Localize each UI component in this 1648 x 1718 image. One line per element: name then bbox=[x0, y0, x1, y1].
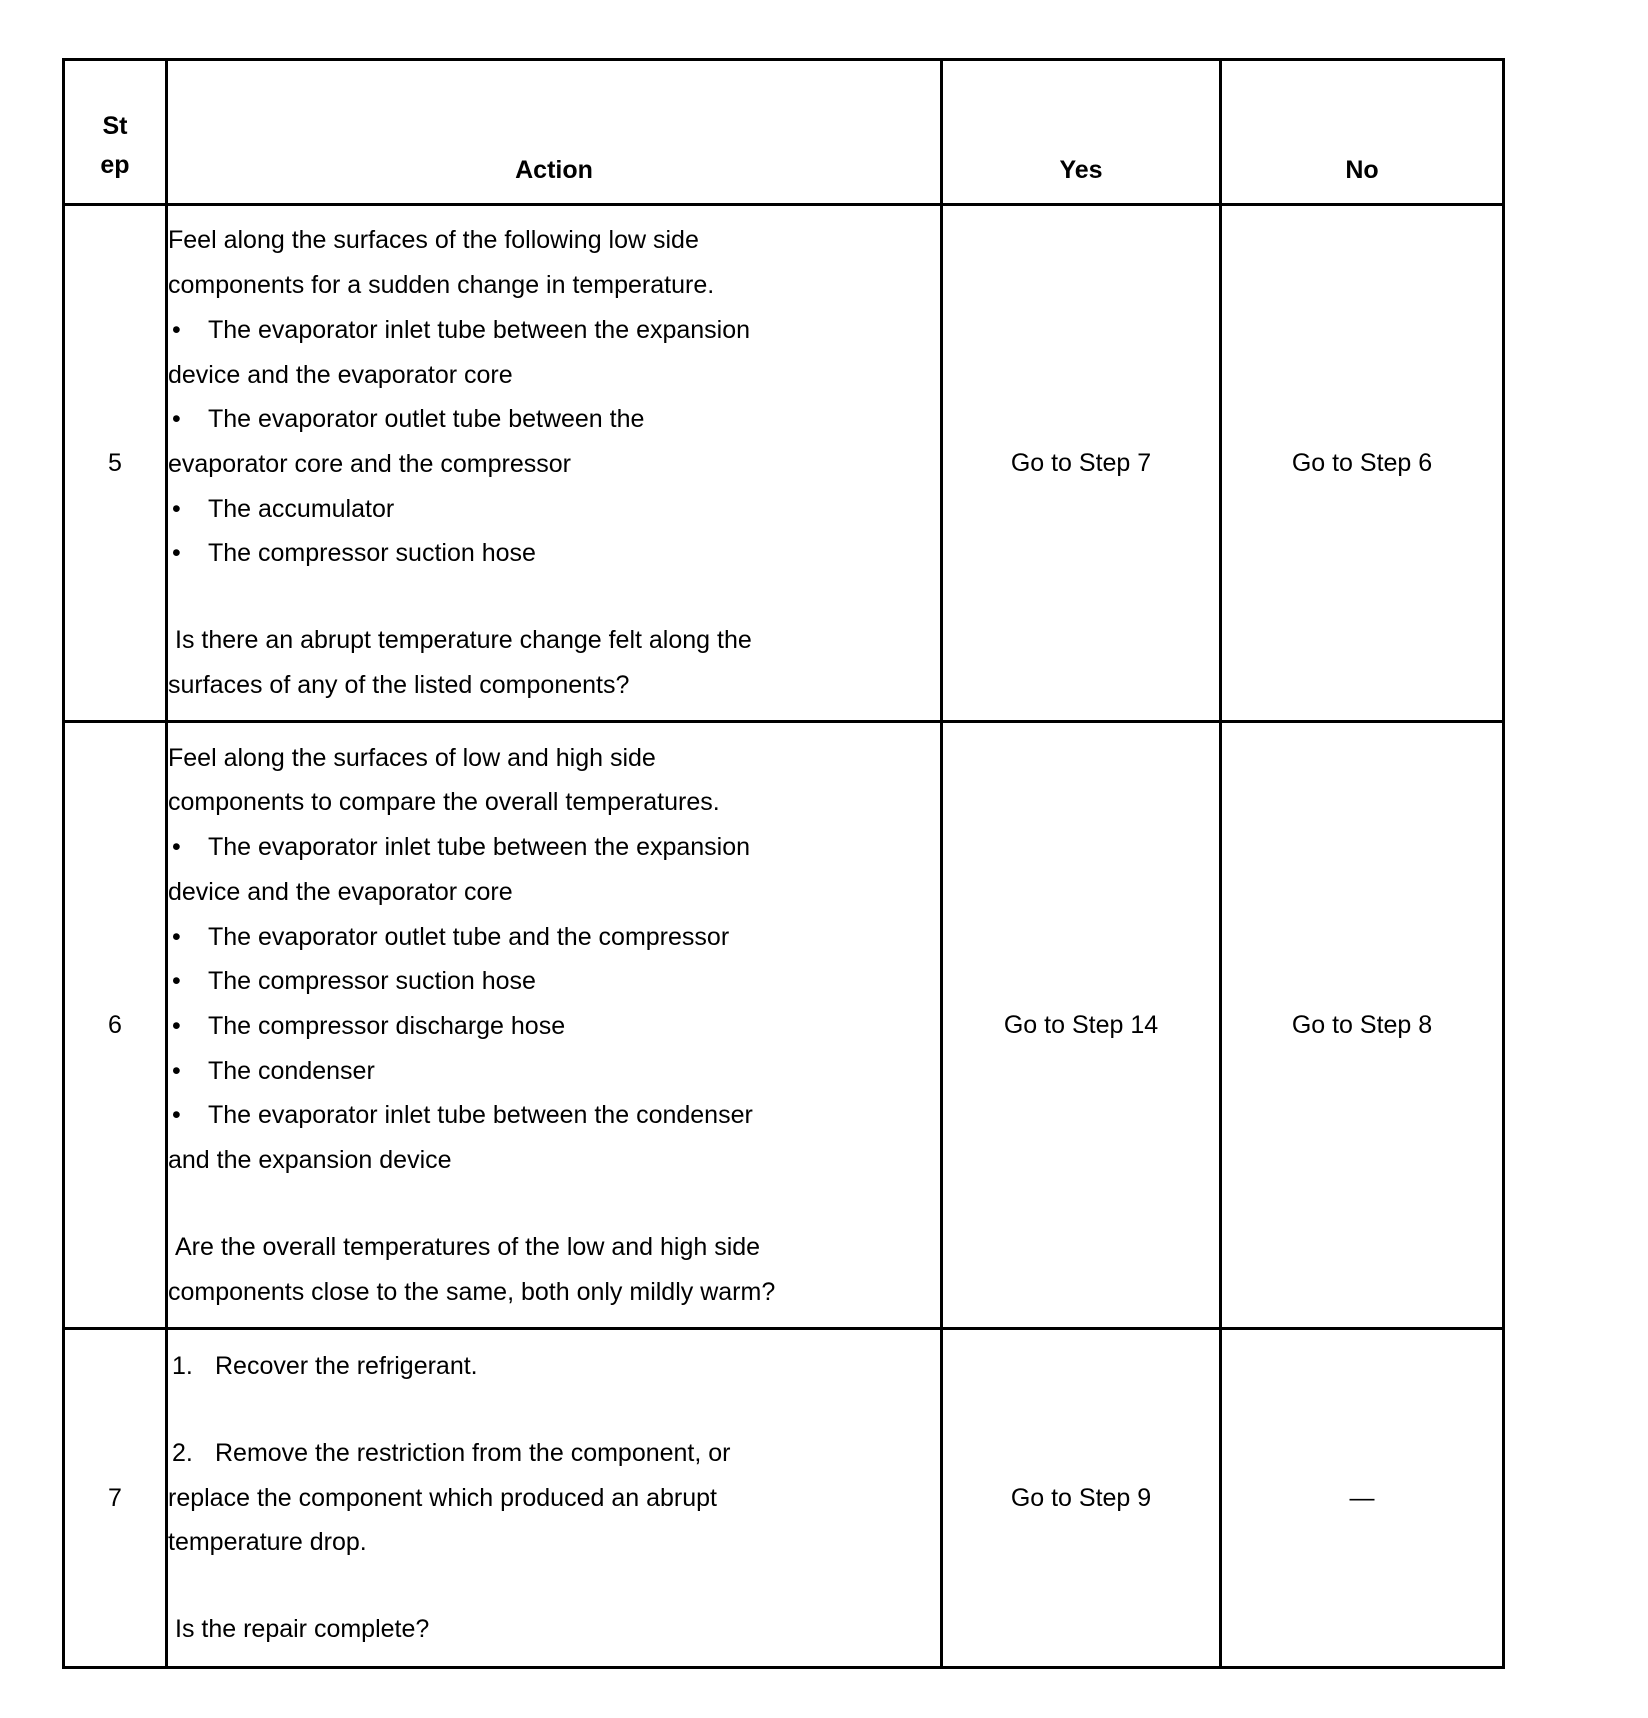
action-cell: 1. Recover the refrigerant. 2. Remove the restriction from the component, or replace the component which produced an abrupt temperature drop. Is the repair complete? bbox=[167, 1329, 942, 1668]
list-item: • The compressor suction hose bbox=[172, 967, 536, 996]
table-row bbox=[64, 205, 1504, 722]
list-item: • The condenser bbox=[172, 1056, 375, 1085]
step-number: 6 bbox=[64, 722, 167, 1329]
list-item: • The accumulator bbox=[172, 494, 395, 523]
diagnostic-table bbox=[62, 58, 1505, 1669]
list-item: • The evaporator outlet tube and the compressor bbox=[172, 922, 730, 951]
action-cell: Feel along the surfaces of the following low side components for a sudden change in temperature. • The evaporator inlet tube between the expansion device and the evaporator core • The evaporator outlet tube between the evaporator core and the compressor • The accumulator • The compressor suction hose Is there an abrupt temperature change felt along the surfaces of any of the listed components? bbox=[167, 205, 942, 722]
numbered-item: 1. Recover the refrigerant. bbox=[172, 1352, 478, 1381]
header-row bbox=[64, 60, 1504, 205]
list-item: • The compressor suction hose bbox=[172, 539, 536, 568]
list-item: • The evaporator inlet tube between the expansion bbox=[172, 315, 751, 344]
question-text: Are the overall temperatures of the low and high side bbox=[175, 1232, 761, 1261]
yes-result: Go to Step 7 bbox=[942, 205, 1221, 722]
list-item: • The evaporator outlet tube between the bbox=[172, 405, 645, 434]
numbered-item: 2. Remove the restriction from the component, or bbox=[172, 1438, 731, 1467]
list-item: • The evaporator inlet tube between the expansion bbox=[172, 833, 751, 862]
no-result: Go to Step 6 bbox=[1221, 205, 1504, 722]
step-number: 5 bbox=[64, 205, 167, 722]
header-step: St ep bbox=[64, 60, 167, 205]
no-result: Go to Step 8 bbox=[1221, 722, 1504, 1329]
table-row bbox=[64, 1329, 1504, 1668]
yes-result: Go to Step 9 bbox=[942, 1329, 1221, 1668]
step-number: 7 bbox=[64, 1329, 167, 1668]
question-text: Is there an abrupt temperature change felt along the bbox=[175, 626, 752, 655]
list-item: • The evaporator inlet tube between the condenser bbox=[172, 1101, 753, 1130]
table-row bbox=[64, 722, 1504, 1329]
action-cell: Feel along the surfaces of low and high side components to compare the overall temperatures. • The evaporator inlet tube between the expansion device and the evaporator core • The evaporator outlet tube and the compressor • The compressor suction hose • The compressor discharge hose • The condenser • The evaporator inlet tube between the condenser and the expansion device Are the overall temperatures of the low and high side components close to the same, both only mildly warm? bbox=[167, 722, 942, 1329]
list-item: • The compressor discharge hose bbox=[172, 1012, 566, 1040]
header-yes: Yes bbox=[942, 60, 1221, 205]
yes-result: Go to Step 14 bbox=[942, 722, 1221, 1329]
no-result: — bbox=[1221, 1329, 1504, 1668]
header-no: No bbox=[1221, 60, 1504, 205]
header-action: Action bbox=[167, 60, 942, 205]
question-text: Is the repair complete? bbox=[175, 1615, 430, 1644]
